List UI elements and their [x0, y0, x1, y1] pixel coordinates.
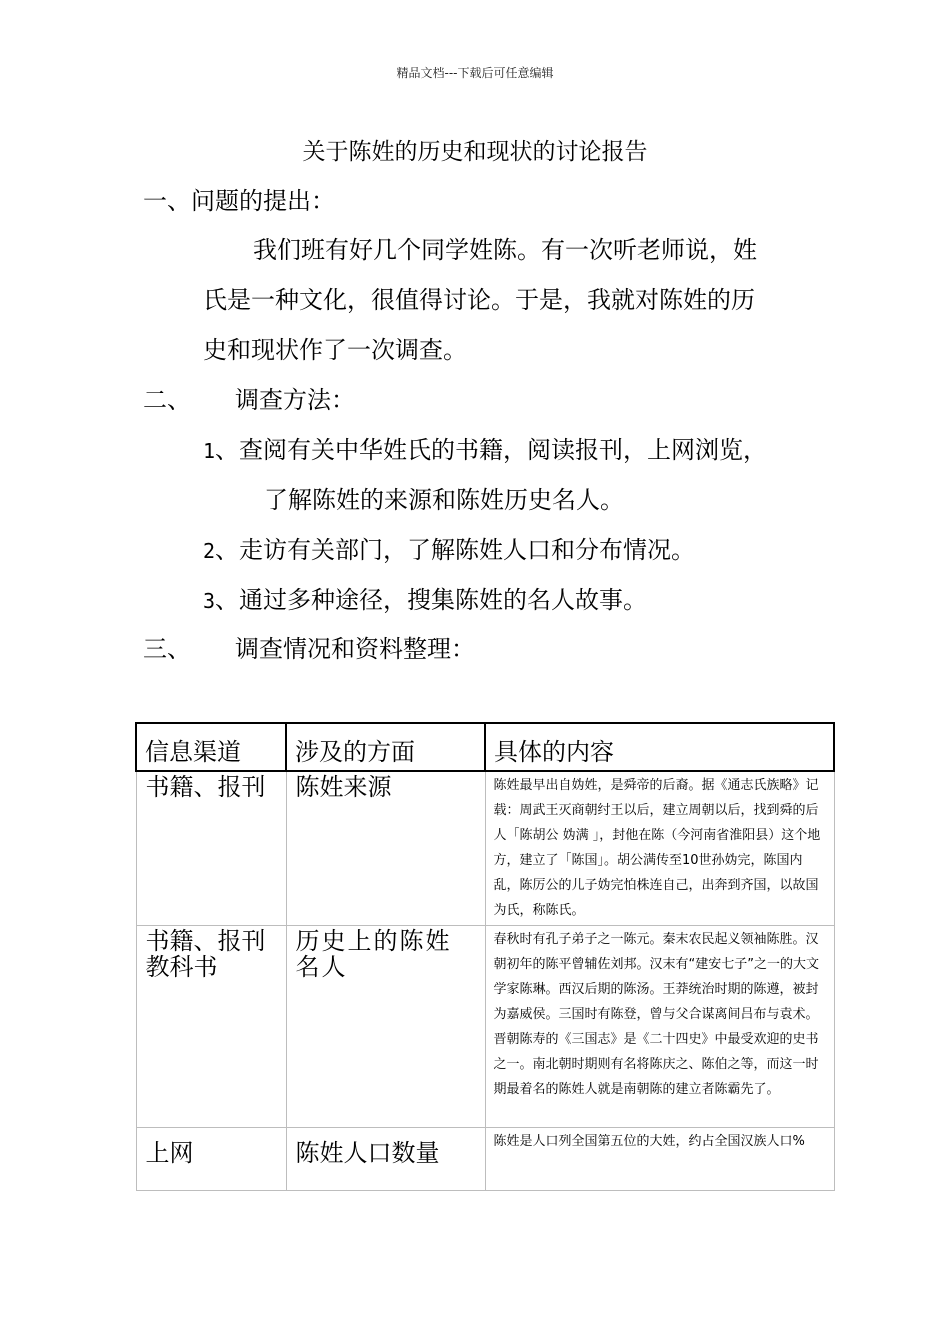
section1-heading: 一、问题的提出： — [143, 187, 335, 215]
method-2-number: 2 — [203, 539, 216, 563]
method-3-text: 、通过多种途径，搜集陈姓的名人故事。 — [215, 586, 648, 614]
method-1 — [203, 434, 767, 467]
cell-channel: 书籍、报刊 — [136, 771, 286, 926]
table-row — [136, 1128, 834, 1191]
header-channel: 信息渠道 — [136, 723, 286, 771]
section1-para-line1: 我们班有好几个同学姓陈。有一次听老师说，姓 — [253, 236, 757, 264]
method-1-text: 、查阅有关中华姓氏的书籍，阅读报刊，上网浏览， — [215, 436, 768, 464]
table-header-row — [136, 723, 834, 771]
survey-table — [135, 722, 835, 1191]
method-1-number: 1 — [203, 439, 216, 463]
section3-heading-line — [143, 633, 475, 665]
cell-channel: 书籍、报刊教科书 — [136, 926, 286, 1128]
table-row — [136, 771, 834, 926]
section3-number: 三、 — [143, 635, 191, 663]
cell-aspect: 陈姓来源 — [286, 771, 485, 926]
section1-para-line3: 史和现状作了一次调查。 — [203, 336, 467, 364]
header-content: 具体的内容 — [485, 723, 834, 771]
section1-para-line2: 氏是一种文化，很值得讨论。于是，我就对陈姓的历 — [203, 286, 755, 314]
cell-content: 春秋时有孔子弟子之一陈元。秦末农民起义领袖陈胜。汉朝初年的陈平曾辅佐刘邦。汉末有“建安七子”之一的大文学家陈琳。西汉后期的陈汤。王莽统治时期的陈遵，被封为嘉威侯。三国时有陈登，曾与父合谋离间吕布与袁术。晋朝陈寿的《三国志》是《二十四史》中最受欢迎的史书之一。南北朝时期则有名将陈庆之、陈伯之等，而这一时期最着名的陈姓人就是南朝陈的建立者陈霸先了。 — [485, 926, 834, 1128]
section3-heading: 调查情况和资料整理： — [235, 635, 475, 663]
method-2-text: 、走访有关部门，了解陈姓人口和分布情况。 — [215, 536, 696, 564]
table-row — [136, 926, 834, 1128]
document-title: 关于陈姓的历史和现状的讨论报告 — [302, 139, 648, 165]
section2-number: 二、 — [143, 386, 191, 414]
cell-aspect: 陈姓人口数量 — [286, 1128, 485, 1191]
cell-content: 陈姓最早出自妫姓，是舜帝的后裔。据《通志氏族略》记载：周武王灭商朝纣王以后，建立周朝以后，找到舜的后人「陈胡公 妫满 」，封他在陈（今河南省淮阳县）这个地方，建立了「陈国」。胡公满传至10世孙妫完，陈国内乱，陈厉公的儿子妫完怕株连自己，出奔到齐国，以故国为氏，称陈氏。 — [485, 771, 834, 926]
method-2 — [203, 534, 695, 567]
cell-aspect — [286, 926, 485, 1128]
page-watermark: 精品文档---下载后可任意编辑 — [396, 66, 554, 80]
method-3-number: 3 — [203, 589, 216, 613]
method-1-text-line2: 了解陈姓的来源和陈姓历史名人。 — [264, 486, 624, 514]
cell-content: 陈姓是人口列全国第五位的大姓，约占全国汉族人口% — [485, 1128, 834, 1191]
cell-aspect-text: 历史上的陈姓名人 — [295, 927, 452, 981]
cell-channel: 上网 — [136, 1128, 286, 1191]
header-aspect: 涉及的方面 — [286, 723, 485, 771]
section2-heading: 调查方法： — [235, 386, 355, 414]
section2-heading-line — [143, 384, 355, 416]
method-3 — [203, 584, 647, 617]
